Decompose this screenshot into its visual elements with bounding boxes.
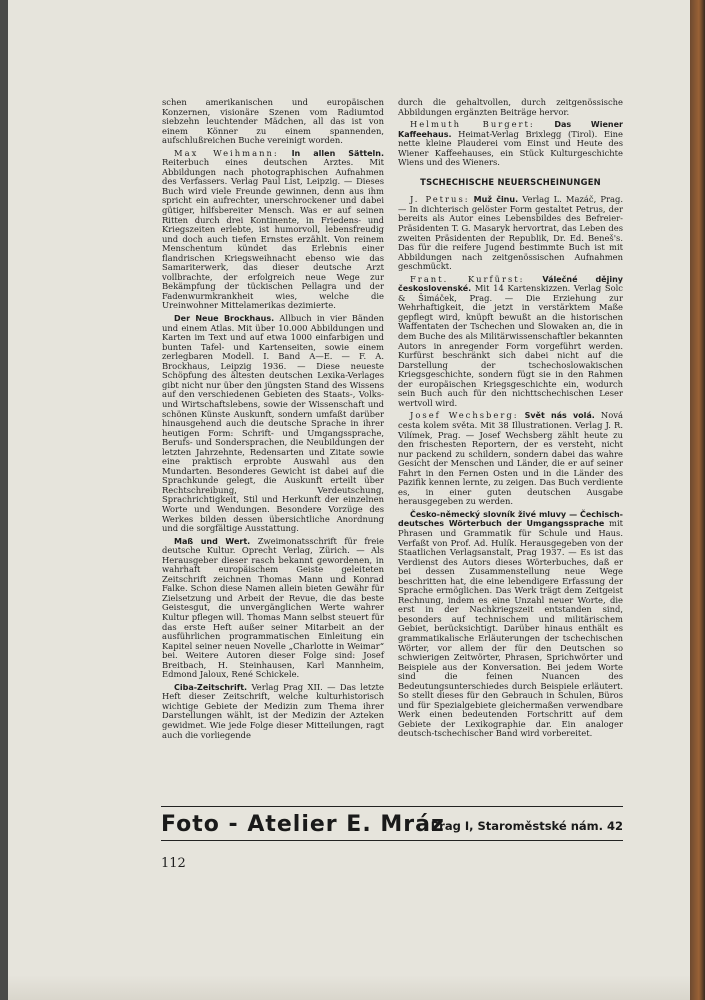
- review-title: Maß und Wert.: [174, 536, 251, 546]
- ad-studio-name: Foto - Atelier E. Mráz: [161, 812, 445, 837]
- review-text: Mit 14 Kartenskizzen. Verlag Šolc & Šimáček, Prag. — Die Erziehung zur Wehrhaftigkeit, die jetzt in verstärktem Maße gepflegt wird, knüpft bewußt an die historischen Waffentaten der Tschechen und Slowaken an, die in dem Buche des als Militärwissenschaftler bekannten Autors in anregender Form vorgeführt werden. Kurfürst beschränkt sich dabei nicht auf die Darstellung der tschechoslowakischen Kriegsgeschichte, sondern fügt sie in den Rahmen der europäischen Kriegsgeschichte ein, wodurch sein Buch auch für den nichttschechischen Leser wertvoll wird.: [398, 283, 623, 408]
- review-text: Allbuch in vier Bänden und einem Atlas. Mit über 10.000 Abbildungen und Karten im Text und auf etwa 1000 einfarbigen und bunten Tafel- und Kartenseiten, sowie einem zerlegbaren Modell. I. Band A—E. — F. A. Brockhaus, Leipzig 1936. — Diese neueste Schöpfung des ältesten deutschen Lexika-Verlages gibt nicht nur über den jüngsten Stand des Wissens auf den verschiedenen Gebieten des Staats-, Volks- und Wirtschaftslebens, sowie der Wissenschaft und schönen Künste Auskunft, sondern umfaßt darüber hinausgehend auch die deutsche Sprache in ihrer heutigen Form: Schrift- und Umgangssprache, Berufs- und Sondersprachen, die Neubildungen der letzten Jahrzehnte, Redensarten und Zitate sowie eine praktisch erprobte Auswahl aus den Mundarten. Besonderes Gewicht ist dabei auf die Sprachkunde gelegt, die Auskunft erteilt über Rechtschreibung, Verdeutschung, Sprachrichtigkeit, Stil und Herkunft der einzelnen Worte und Wendungen. Besondere Vorzüge des Werkes bilden dessen übersichtliche Anordnung und die sorgfältige Ausstattung.: [162, 313, 384, 534]
- review-title: In allen Sätteln.: [291, 148, 384, 158]
- review-title: Muž činu.: [473, 195, 519, 205]
- review-lead: Josef Wechsberg:: [410, 410, 519, 421]
- review-entry: [398, 411, 623, 506]
- page-bottom-margin: [8, 975, 690, 1000]
- review-text: Heimat-Verlag Brixlegg (Tirol). Eine nette kleine Plauderei vom Einst und Heute des Wiener Kaffeehauses, ein Stück Kulturgeschichte Wiens und des Wieners.: [398, 128, 623, 168]
- footer-advertisement: [161, 812, 623, 838]
- review-entry: [398, 195, 623, 271]
- left-column: [162, 98, 384, 743]
- review-title: Válečné dějiny československé.: [398, 274, 623, 294]
- review-title: Das Wiener Kaffeehaus.: [398, 120, 623, 139]
- review-entry: [162, 683, 384, 740]
- review-text: Reiterbuch eines deutschen Arztes. Mit Abbildungen nach photographischen Aufnahmen des Verfassers. Verlag Paul List, Leipzig. — Dieses Buch wird viele Freunde gewinnen, denn aus ihm spricht ein aufrechter, unerschrockener und dabei gütiger, hilfsbereiter Mensch. Was er auf seinen Ritten durch drei Kontinente, in Friedens- und Kriegszeiten erlebte, ist humorvoll, lebensfreudig und doch auch tiefen Ernstes erzählt. Von reinem Menschentum kündet das Erlebnis einer flandrischen Kriegsweihnacht ebenso wie das Samariterwerk, das dieser deutsche Arzt vollbrachte, der erfolgreich neue Wege zur Bekämpfung der tückischen Pellagra und der Fadenwurmkrankheit wies, welche die Ureinwohner Mittelamerikas dezimierte.: [162, 157, 384, 311]
- review-text: Zweimonatsschrift für freie deutsche Kultur. Oprecht Verlag, Zürich. — Als Herausgeber dieser rasch bekannt gewordenen, in wahrhaft europäischem Geiste geleiteten Zeitschrift zeichnen Thomas Mann und Konrad Falke. Schon diese Namen allein bieten Gewähr für Zielsetzung und Arbeit der Revue, die das beste Geistesgut, die unvergänglichen Werte wahrer Kultur pflegen will. Thomas Mann selbst steuert für das erste Heft außer seiner Mitarbeit an der ausführlichen programmatischen Einleitung ein Kapitel seiner neuen Novelle „Charlotte in Weimar“ bei. Weitere Autoren dieser Folge sind: Josef Breitbach, H. Steinhausen, Karl Mannheim, Edmond Jaloux, René Schickele.: [162, 535, 385, 680]
- review-entry: [398, 120, 623, 168]
- page-number: 112: [161, 856, 186, 871]
- review-text: mit Phrasen und Grammatik für Schule und Haus. Verfaßt von Prof. Ad. Hulík. Herausgegeben von der Staatlichen Verlagsanstalt, Prag 1937. — Es ist das Verdienst des Autors dieses Wörterbuches, daß er bei dessen Zusammenstellung neue Wege beschritten hat, die eine lebendigere Erfassung der Sprache ermöglichen. Das Werk trägt dem Zeitgeist Rechnung, indem es eine Unzahl neuer Worte, die erst in der Nachkriegszeit entstanden sind, besonders auf technischem und militärischem Gebiet, berücksichtigt. Darüber hinaus enthält es grammatikalische Erläuterungen der tschechischen Wörter, vor allem der für den Deutschen so schwierigen Zeitwörter, Phrasen, Sprichwörter und Beispiele aus der Konversation. Bei jedem Worte sind die feinen Nuancen des Bedeutungsunterschiedes durch Beispiele erläutert. So stellt dieses für den Gebrauch in Schulen, Büros und für Spezialgebiete gleichermaßen verwendbare Werk einen bedeutenden Fortschritt auf dem Gebiete der Lexikographie dar. Ein analoger deutsch-tschechischer Band wird vorbereitet.: [398, 518, 623, 739]
- review-text: Nová cesta kolem světa. Mit 38 Illustrationen. Verlag J. R. Vilímek, Prag. — Josef Wechsberg zählt heute zu den frischesten Reportern, der es versteht, nicht nur packend zu schildern, sondern dabei das wahre Gesicht der Menschen und Länder, die er auf seiner Fahrt in den Fernen Osten und in die Länder des Pazifik kennen lernte, zu zeigen. Das Buch verdiente es, in einer guten deutschen Ausgabe herausgegeben zu werden.: [398, 410, 623, 507]
- review-title: Svět nás volá.: [524, 411, 595, 421]
- review-text: Verlag Prag XII. — Das letzte Heft dieser Zeitschrift, welche kulturhistorisch wichtige Gebiete der Medizin zum Thema ihrer Darstellungen wählt, ist der Medizin der Azteken gewidmet. Wie jede Folge dieser Mitteilungen, ragt auch die vorliegende: [162, 681, 384, 740]
- review-lead: Max Weihmann:: [174, 147, 279, 158]
- ad-address: Prag I, Staroměstské nám. 42: [430, 819, 623, 833]
- review-title: Ciba-Zeitschrift.: [174, 682, 248, 692]
- review-lead: J. Petrus:: [410, 194, 470, 205]
- review-lead: Helmuth Burgert:: [410, 119, 535, 130]
- review-entry: [162, 98, 384, 146]
- review-text: schen amerikanischen und europäischen Konzernen, visionäre Szenen vom Radiumtod siebzehn leuchtender Mädchen, all das ist von einem Könner zu einem spannenden, aufschlußreichen Buche vereinigt worden.: [162, 97, 384, 146]
- review-title: Der Neue Brockhaus.: [174, 314, 275, 324]
- section-heading: TSCHECHISCHE NEUERSCHEINUNGEN: [420, 176, 601, 187]
- right-column: [398, 98, 623, 742]
- review-text: durch die gehaltvollen, durch zeitgenössische Abbildungen ergänzten Beiträge hervor.: [398, 97, 623, 117]
- review-text: Verlag L. Mazáč, Prag. — In dichterisch gelöster Form gestaltet Petrus, der bereits als Autor eines Lebensbildes des Befreier-Präsidenten T. G. Masaryk hervortrat, das Leben des zweiten Präsidenten der Republik, Dr. Ed. Beneš's. Das für die reifere Jugend bestimmte Buch ist mit Abbildungen nach zeitgenössischen Aufnahmen geschmückt.: [398, 194, 623, 272]
- ad-top-rule: [161, 806, 623, 807]
- review-entry: [162, 314, 384, 534]
- review-entry: [162, 537, 384, 680]
- review-entry: [398, 98, 623, 117]
- page-edge: [690, 0, 705, 1000]
- review-title: Česko-německý slovník živé mluvy — Čechisch-deutsches Wörterbuch der Umgangssprache: [398, 509, 623, 529]
- review-lead: Frant. Kurfürst:: [410, 273, 525, 284]
- review-entry: [162, 149, 384, 311]
- review-entry: [398, 275, 623, 409]
- review-entry: [398, 510, 623, 739]
- ad-bottom-rule: [161, 840, 623, 841]
